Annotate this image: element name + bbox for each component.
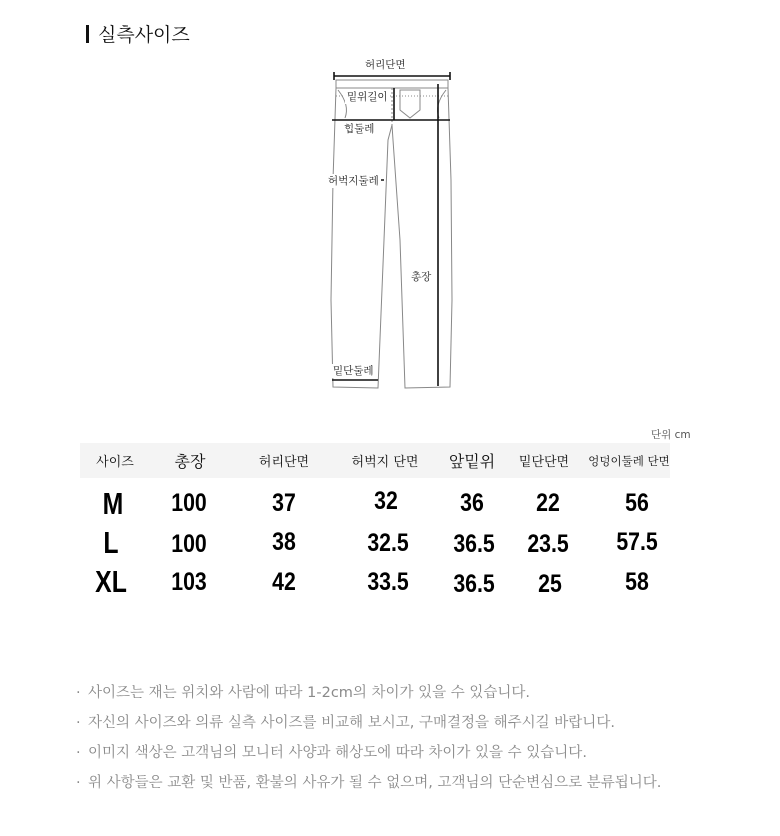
table-cell-size: L: [103, 525, 119, 560]
table-cell-size: M: [102, 486, 124, 521]
header-size: 사이즈: [96, 455, 134, 470]
note-text: 위 사항들은 교환 및 반품, 환불의 사유가 될 수 없으며, 고객님의 단순변심으로 분류됩니다.: [88, 775, 662, 791]
label-thigh: 허벅지둘레: [328, 175, 379, 187]
page-title-text: 실측사이즈: [98, 24, 190, 46]
note-text: 이미지 색상은 고객님의 모니터 사양과 해상도에 따라 차이가 있을 수 있습니다.: [88, 745, 587, 761]
table-cell: 100: [171, 489, 207, 517]
table-cell: 36.5: [453, 570, 495, 598]
table-cell: 42: [272, 568, 296, 596]
bullet-dot: ·: [76, 715, 81, 731]
bullet-dot: ·: [76, 745, 81, 761]
header-hip: 엉덩이둘레 단면: [588, 454, 670, 468]
note-item: [76, 712, 661, 742]
note-item: [76, 772, 661, 802]
unit-label: 단위 cm: [651, 429, 691, 441]
label-hem: 밑단둘레: [333, 365, 374, 377]
bullet-dot: ·: [76, 685, 81, 701]
table-cell: 57.5: [616, 528, 658, 556]
table-cell: 56: [625, 489, 649, 517]
table-cell: 103: [171, 568, 207, 596]
table-cell: 36.5: [453, 530, 495, 558]
table-cell: 22: [536, 489, 560, 517]
label-length: 총장: [411, 271, 432, 283]
table-cell: 32: [374, 487, 398, 515]
header-rise: 앞밑위: [448, 452, 496, 471]
label-waist: 허리단면: [365, 59, 406, 71]
table-cell: 36: [460, 489, 484, 517]
pocket: [400, 90, 420, 118]
table-cell: 25: [538, 570, 562, 598]
label-hip: 힙둘레: [344, 123, 375, 135]
table-cell: 32.5: [367, 529, 409, 557]
bullet-dot: ·: [76, 775, 81, 791]
table-cell: 23.5: [527, 530, 569, 558]
table-cell-size: XL: [95, 564, 127, 599]
table-cell: 33.5: [367, 568, 409, 596]
table-cell: 37: [272, 489, 296, 517]
waistband: [336, 80, 448, 88]
header-hem: 밑단단면: [518, 455, 570, 470]
table-cell: 58: [625, 568, 649, 596]
note-item: [76, 682, 661, 712]
note-item: [76, 742, 661, 772]
header-waist: 허리단면: [258, 455, 310, 470]
header-thigh: 허벅지 단면: [351, 455, 419, 470]
label-rise: 밑위길이: [347, 91, 388, 103]
notes-list: [76, 682, 661, 802]
table-cell: 38: [272, 528, 296, 556]
header-length: 총장: [174, 452, 206, 471]
note-text: 자신의 사이즈와 의류 실측 사이즈를 비교해 보시고, 구매결정을 해주시길 바랍니다.: [88, 715, 615, 731]
note-text: 사이즈는 재는 위치와 사람에 따라 1-2cm의 차이가 있을 수 있습니다.: [88, 685, 531, 701]
table-cell: 100: [171, 530, 207, 558]
